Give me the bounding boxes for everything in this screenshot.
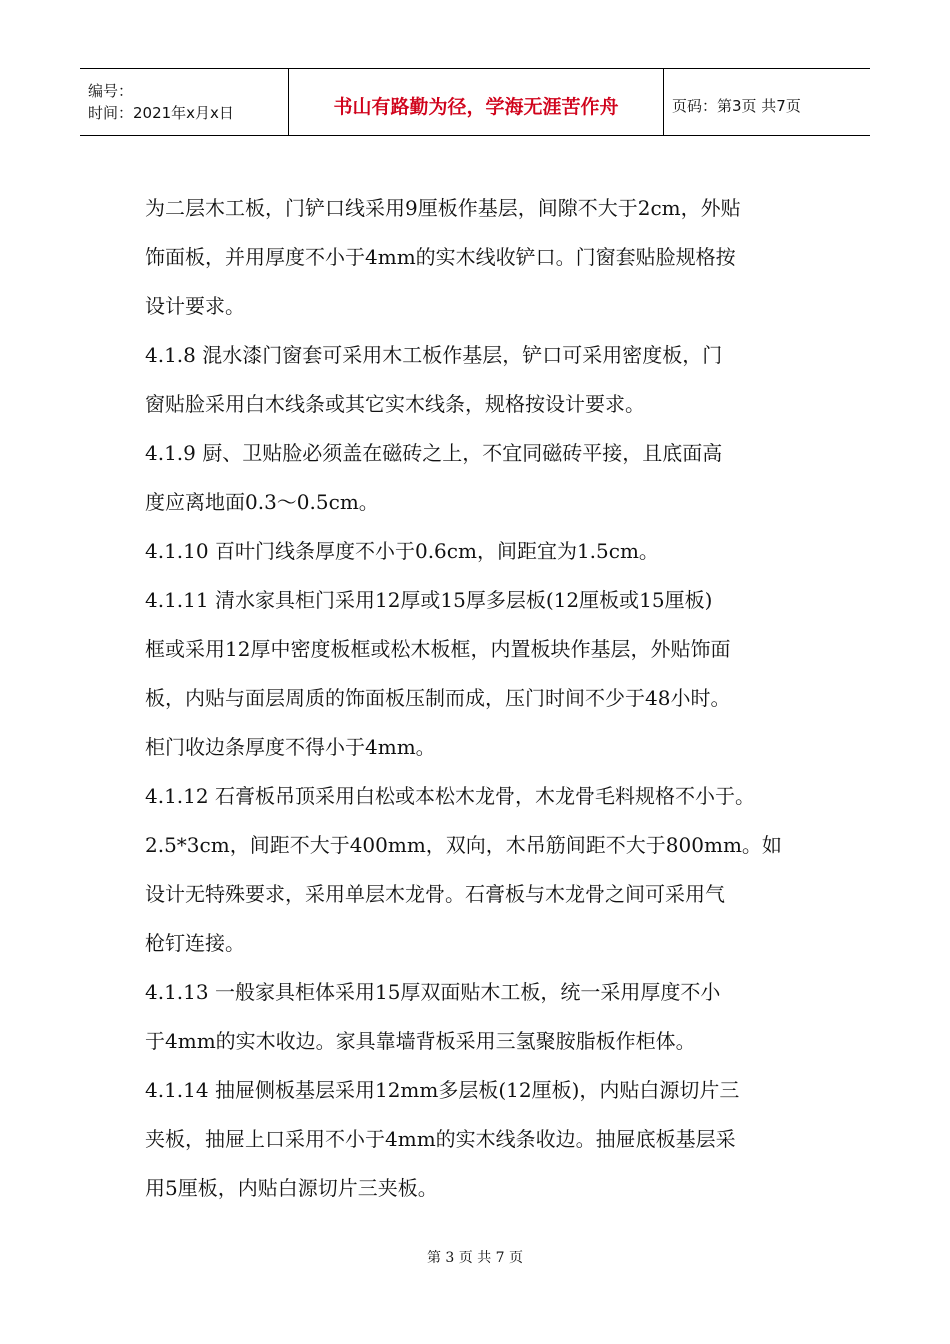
header-motto: 书山有路勤为径，学海无涯苦作舟	[289, 69, 664, 136]
body-line: 饰面板，并用厚度不小于4mm的实木线收铲口。门窗套贴脸规格按	[145, 245, 736, 269]
body-line: 夹板，抽屉上口采用不小于4mm的实木线条收边。抽屉底板基层采	[145, 1127, 736, 1151]
body-line: 于4mm的实木收边。家具靠墙背板采用三氢聚胺脂板作柜体。	[145, 1029, 696, 1053]
body-line: 度应离地面0.3～0.5cm。	[145, 490, 379, 514]
body-line: 窗贴脸采用白木线条或其它实木线条，规格按设计要求。	[145, 392, 645, 416]
body-line: 4.1.10 百叶门线条厚度不小于0.6cm，间距宜为1.5cm。	[145, 539, 659, 563]
body-line: 设计无特殊要求，采用单层木龙骨。石膏板与木龙骨之间可采用气	[145, 882, 725, 906]
document-number-label: 编号：	[88, 82, 134, 100]
body-line: 枪钉连接。	[145, 931, 245, 955]
body-line: 4.1.13 一般家具柜体采用15厚双面贴木工板，统一采用厚度不小	[145, 980, 721, 1004]
page-header	[80, 68, 870, 136]
header-left-cell	[80, 69, 289, 136]
body-line: 板，内贴与面层周质的饰面板压制而成，压门时间不少于48小时。	[145, 686, 731, 710]
body-line: 设计要求。	[145, 294, 245, 318]
document-date: 时间：2021年x月x日	[88, 104, 234, 122]
document-body	[145, 184, 835, 1213]
header-page-info: 页码：第3页 共7页	[664, 69, 871, 136]
body-line: 2.5*3cm，间距不大于400mm，双向，木吊筋间距不大于800mm。如	[145, 833, 782, 857]
body-line: 用5厘板，内贴白源切片三夹板。	[145, 1176, 438, 1200]
body-line: 4.1.9 厨、卫贴脸必须盖在磁砖之上，不宜同磁砖平接，且底面高	[145, 441, 723, 465]
body-line: 柜门收边条厚度不得小于4mm。	[145, 735, 436, 759]
body-line: 为二层木工板，门铲口线采用9厘板作基层，间隙不大于2cm，外贴	[145, 196, 741, 220]
body-line: 4.1.14 抽屉侧板基层采用12mm多层板(12厘板)，内贴白源切片三	[145, 1078, 740, 1102]
body-line: 框或采用12厚中密度板框或松木板框，内置板块作基层，外贴饰面	[145, 637, 731, 661]
body-line: 4.1.8 混水漆门窗套可采用木工板作基层，铲口可采用密度板，门	[145, 343, 723, 367]
page-footer: 第 3 页 共 7 页	[426, 1250, 524, 1266]
body-line: 4.1.12 石膏板吊顶采用白松或本松木龙骨，木龙骨毛料规格不小于。	[145, 784, 755, 808]
body-line: 4.1.11 清水家具柜门采用12厚或15厚多层板(12厘板或15厘板)	[145, 588, 713, 612]
